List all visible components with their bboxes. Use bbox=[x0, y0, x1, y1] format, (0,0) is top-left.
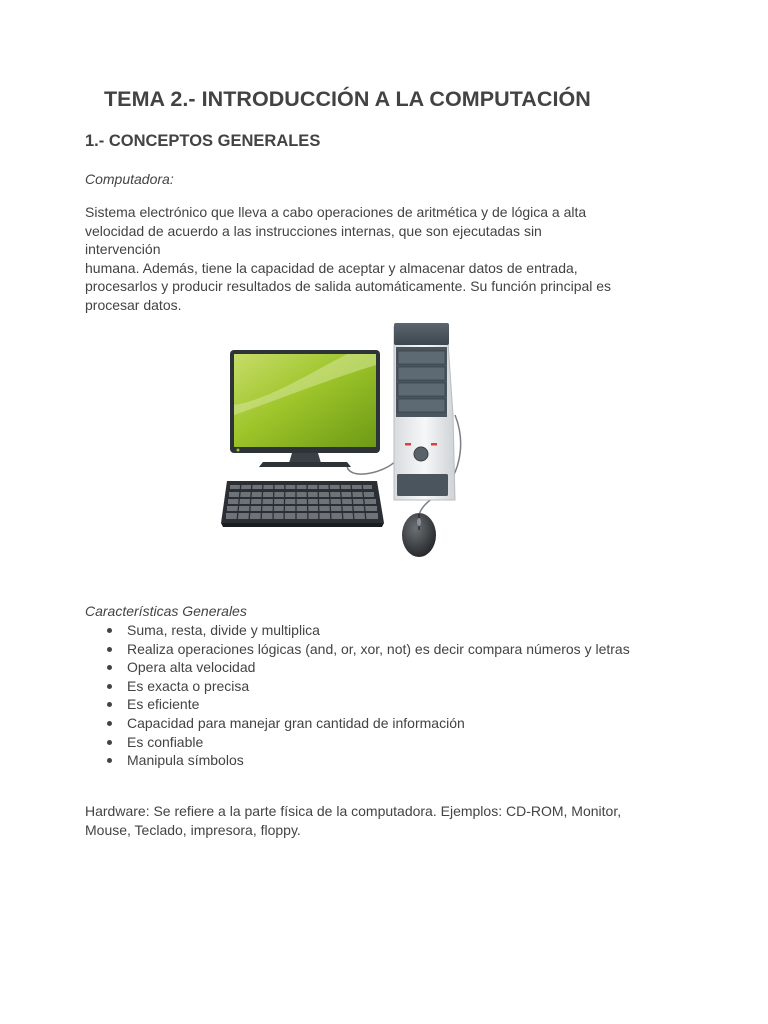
hardware-paragraph bbox=[85, 802, 625, 839]
list-item-text: Es confiable bbox=[127, 733, 204, 750]
bullet-icon bbox=[107, 684, 112, 689]
bullet-icon bbox=[107, 721, 112, 726]
term-label: Computadora: bbox=[85, 171, 174, 187]
bullet-icon bbox=[107, 665, 112, 670]
characteristics-list bbox=[85, 621, 630, 770]
document-title: TEMA 2.- INTRODUCCIÓN A LA COMPUTACIÓN bbox=[104, 87, 591, 111]
definition-line: humana. Además, tiene la capacidad de aceptar y almacenar datos de entrada, bbox=[85, 259, 578, 276]
hardware-line: Hardware: Se refiere a la parte física de la computadora. Ejemplos: CD-ROM, Monitor, bbox=[85, 803, 622, 819]
characteristics-heading: Características Generales bbox=[85, 603, 247, 619]
list-item bbox=[85, 621, 630, 640]
bullet-icon bbox=[107, 702, 112, 707]
section-heading: 1.- CONCEPTOS GENERALES bbox=[85, 132, 321, 150]
list-item bbox=[85, 714, 630, 733]
tower-case bbox=[394, 323, 455, 500]
list-item bbox=[85, 658, 630, 677]
definition-paragraph bbox=[85, 203, 615, 315]
mouse bbox=[402, 513, 436, 557]
bullet-icon bbox=[107, 628, 112, 633]
list-item bbox=[85, 695, 630, 714]
keyboard bbox=[221, 481, 384, 527]
list-item-text: Suma, resta, divide y multiplica bbox=[127, 622, 320, 638]
list-item-text: Capacidad para manejar gran cantidad de información bbox=[127, 714, 465, 731]
definition-line: velocidad de acuerdo a las instrucciones internas, que son ejecutadas sin intervención bbox=[85, 222, 542, 258]
computer-illustration bbox=[197, 305, 507, 597]
list-item-text: Manipula símbolos bbox=[127, 752, 244, 769]
list-item-text: Opera alta velocidad bbox=[127, 659, 256, 676]
list-item bbox=[85, 677, 630, 696]
definition-line: Sistema electrónico que lleva a cabo operaciones de aritmética y de lógica a alta bbox=[85, 204, 587, 220]
desktop-computer-icon bbox=[197, 305, 507, 597]
definition-line: procesarlos y producir resultados de salida automáticamente. Su función principal es bbox=[85, 278, 612, 295]
list-item bbox=[85, 733, 630, 752]
monitor bbox=[230, 350, 380, 467]
list-item-text: Realiza operaciones lógicas (and, or, xor, not) es decir compara números y letras bbox=[127, 640, 630, 657]
bullet-icon bbox=[107, 740, 112, 745]
bullet-icon bbox=[107, 758, 112, 763]
definition-line: procesar datos. bbox=[85, 296, 182, 313]
list-item bbox=[85, 640, 630, 659]
list-item-text: Es exacta o precisa bbox=[127, 677, 250, 694]
list-item-text: Es eficiente bbox=[127, 696, 200, 713]
bullet-icon bbox=[107, 647, 112, 652]
list-item bbox=[85, 751, 630, 770]
hardware-line: Mouse, Teclado, impresora, floppy. bbox=[85, 821, 301, 838]
